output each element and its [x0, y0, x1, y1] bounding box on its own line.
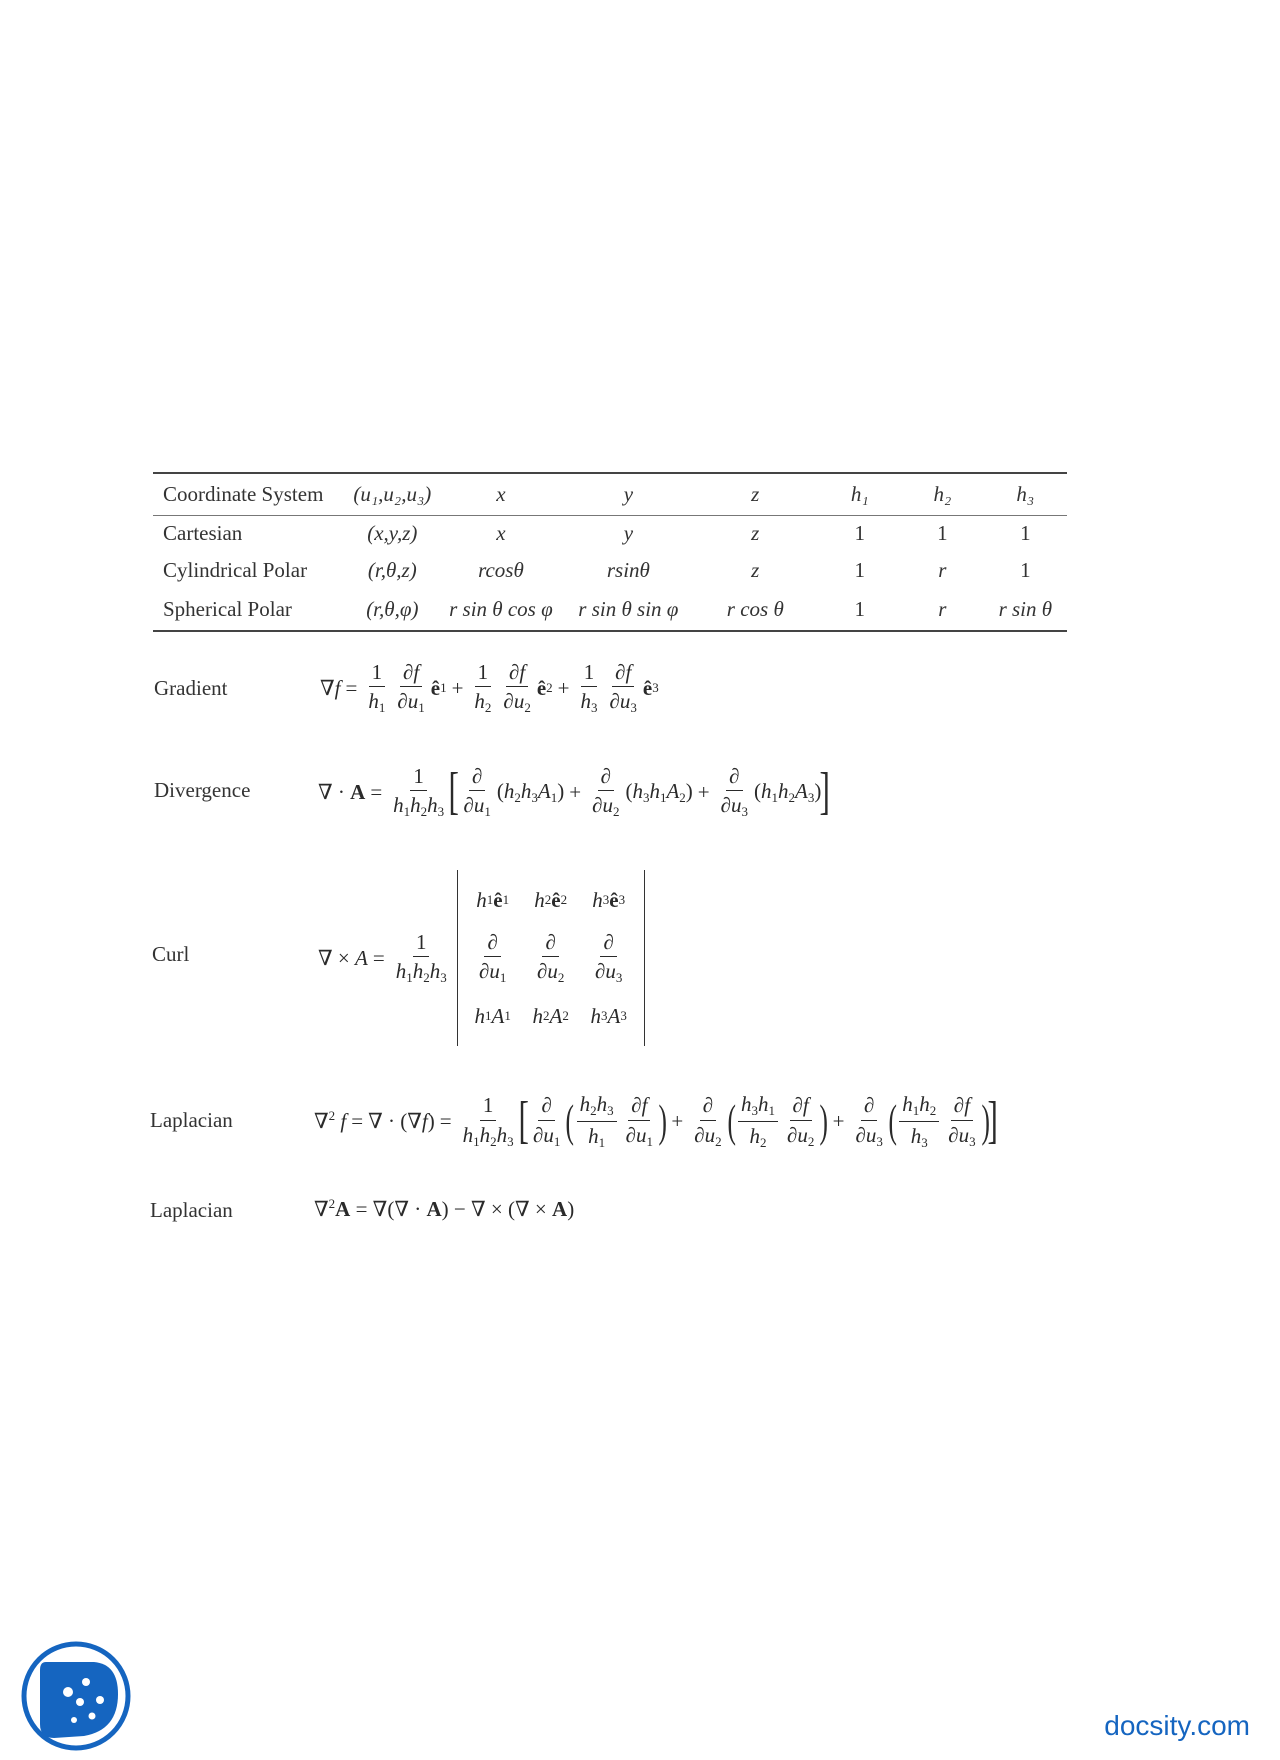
table-cell: r sin θ — [998, 597, 1053, 621]
laplacian-vector-label: Laplacian — [150, 1198, 233, 1222]
table-cell: 1 — [1020, 521, 1031, 546]
table-cell: 1 — [854, 521, 866, 546]
table-cell: x — [496, 521, 506, 546]
table-cell: Cylindrical Polar — [163, 558, 308, 582]
table-cell: Spherical Polar — [163, 597, 292, 621]
header-h1: h₁ — [850, 481, 869, 506]
laplacian-scalar-label: Laplacian — [150, 1108, 233, 1132]
table-cell: r sin θ sin φ — [578, 597, 679, 621]
table-cell: 1 — [854, 558, 866, 582]
table-cell: r cos θ — [726, 597, 784, 621]
table-cell: (r,θ,z) — [367, 558, 417, 582]
table-cell: Cartesian — [163, 521, 243, 546]
header-h3: h₃ — [1016, 481, 1035, 506]
divergence-label: Divergence — [154, 778, 251, 802]
table-cell: rsinθ — [606, 558, 650, 582]
table-cell: rcosθ — [478, 558, 524, 582]
table-cell: 1 — [1020, 558, 1031, 582]
docsity-brand-link[interactable]: docsity.com — [1104, 1710, 1250, 1741]
curl-formula: ∇ × A = $\frac{1}{h_1h_2h_3}$ h 1 ê 1 h 2 ê 2 h 3 ê 3 $\frac{\partial}{\partial u_1}$ $\frac{\partial}{\partial u_2}$ $\frac{\partial}{\partial u_3}$ h 1 A 1 h 2 A 2 h 3 A 3 — [318, 870, 645, 1046]
curl-determinant: h 1 ê 1 h 2 ê 2 h 3 ê 3 $\frac{\partial}{\partial u_1}$ $\frac{\partial}{\partial u_2}$ $\frac{\partial}{\partial u_3}$ h 1 A 1 h 2 A 2 h 3 A 3 — [457, 870, 645, 1046]
header-coordinates: (u₁,u₂,u₃) — [353, 481, 432, 506]
table-cell: 1 — [854, 597, 866, 621]
table-row — [153, 515, 1067, 552]
header-h2: h₂ — [933, 481, 952, 506]
table-cell: r sin θ cos φ — [449, 597, 553, 621]
docsity-logo-icon — [20, 1640, 132, 1752]
table-cell: z — [751, 558, 760, 582]
table-cell: 1 — [937, 521, 948, 546]
table-row — [153, 589, 1067, 631]
table-cell: (r,θ,φ) — [366, 597, 419, 621]
table-cell: r — [938, 558, 947, 582]
header-z: z — [751, 481, 760, 506]
header-coordinate-system: Coordinate System — [163, 481, 324, 506]
coordinate-systems-table — [153, 472, 1067, 632]
gradient-formula: ∇f = $\frac{1}{h_1}$ $\frac{\partial f}{\partial u_1}$ ê 1 + $\frac{1}{h_2}$ $\frac{\partial f}{\partial u_2}$ ê 2 + $\frac{1}{h_3}$ $\frac{\partial f}{\partial u_3}$ ê 3 — [320, 660, 659, 716]
table-cell: r — [938, 597, 947, 621]
header-x: x — [496, 481, 506, 506]
laplacian-vector-formula: ∇$^2$A = ∇(∇ · A) − ∇ × (∇ × A) — [314, 1196, 575, 1221]
divergence-formula: ∇ · A = $\frac{1}{h_1h_2h_3}$ [ $\frac{\partial}{\partial u_1}$ $(h_2h_3A_1)$ + $\frac{\partial}{\partial u_2}$ $(h_3h_1A_2)$ + $\frac{\partial}{\partial u_3}$ $(h_1h_2A_3)$ ] — [318, 763, 831, 821]
laplacian-scalar-formula: ∇$^2$ f = ∇ · (∇f) = $\frac{1}{h_1h_2h_3}$ [ $\frac{\partial}{\partial u_1}$ ( $\frac{h_2h_3}{h_1}$ $\frac{\partial f}{\partial u_1}$ ) + $\frac{\partial}{\partial u_2}$ ( $\frac{h_3h_1}{h_2}$ $\frac{\partial f}{\partial u_2}$ ) + $\frac{\partial}{\partial u_3}$ ( $\frac{h_1h_2}{h_3}$ $\frac{\partial f}{\partial u_3}$ ) ] — [314, 1092, 998, 1150]
table-row — [153, 552, 1067, 589]
curl-label: Curl — [152, 942, 190, 966]
gradient-label: Gradient — [154, 676, 228, 700]
header-y: y — [623, 481, 634, 506]
table-cell: (x,y,z) — [367, 521, 418, 546]
table-header-row — [153, 473, 1067, 515]
table-cell: y — [623, 521, 634, 546]
table-cell: z — [751, 521, 760, 546]
